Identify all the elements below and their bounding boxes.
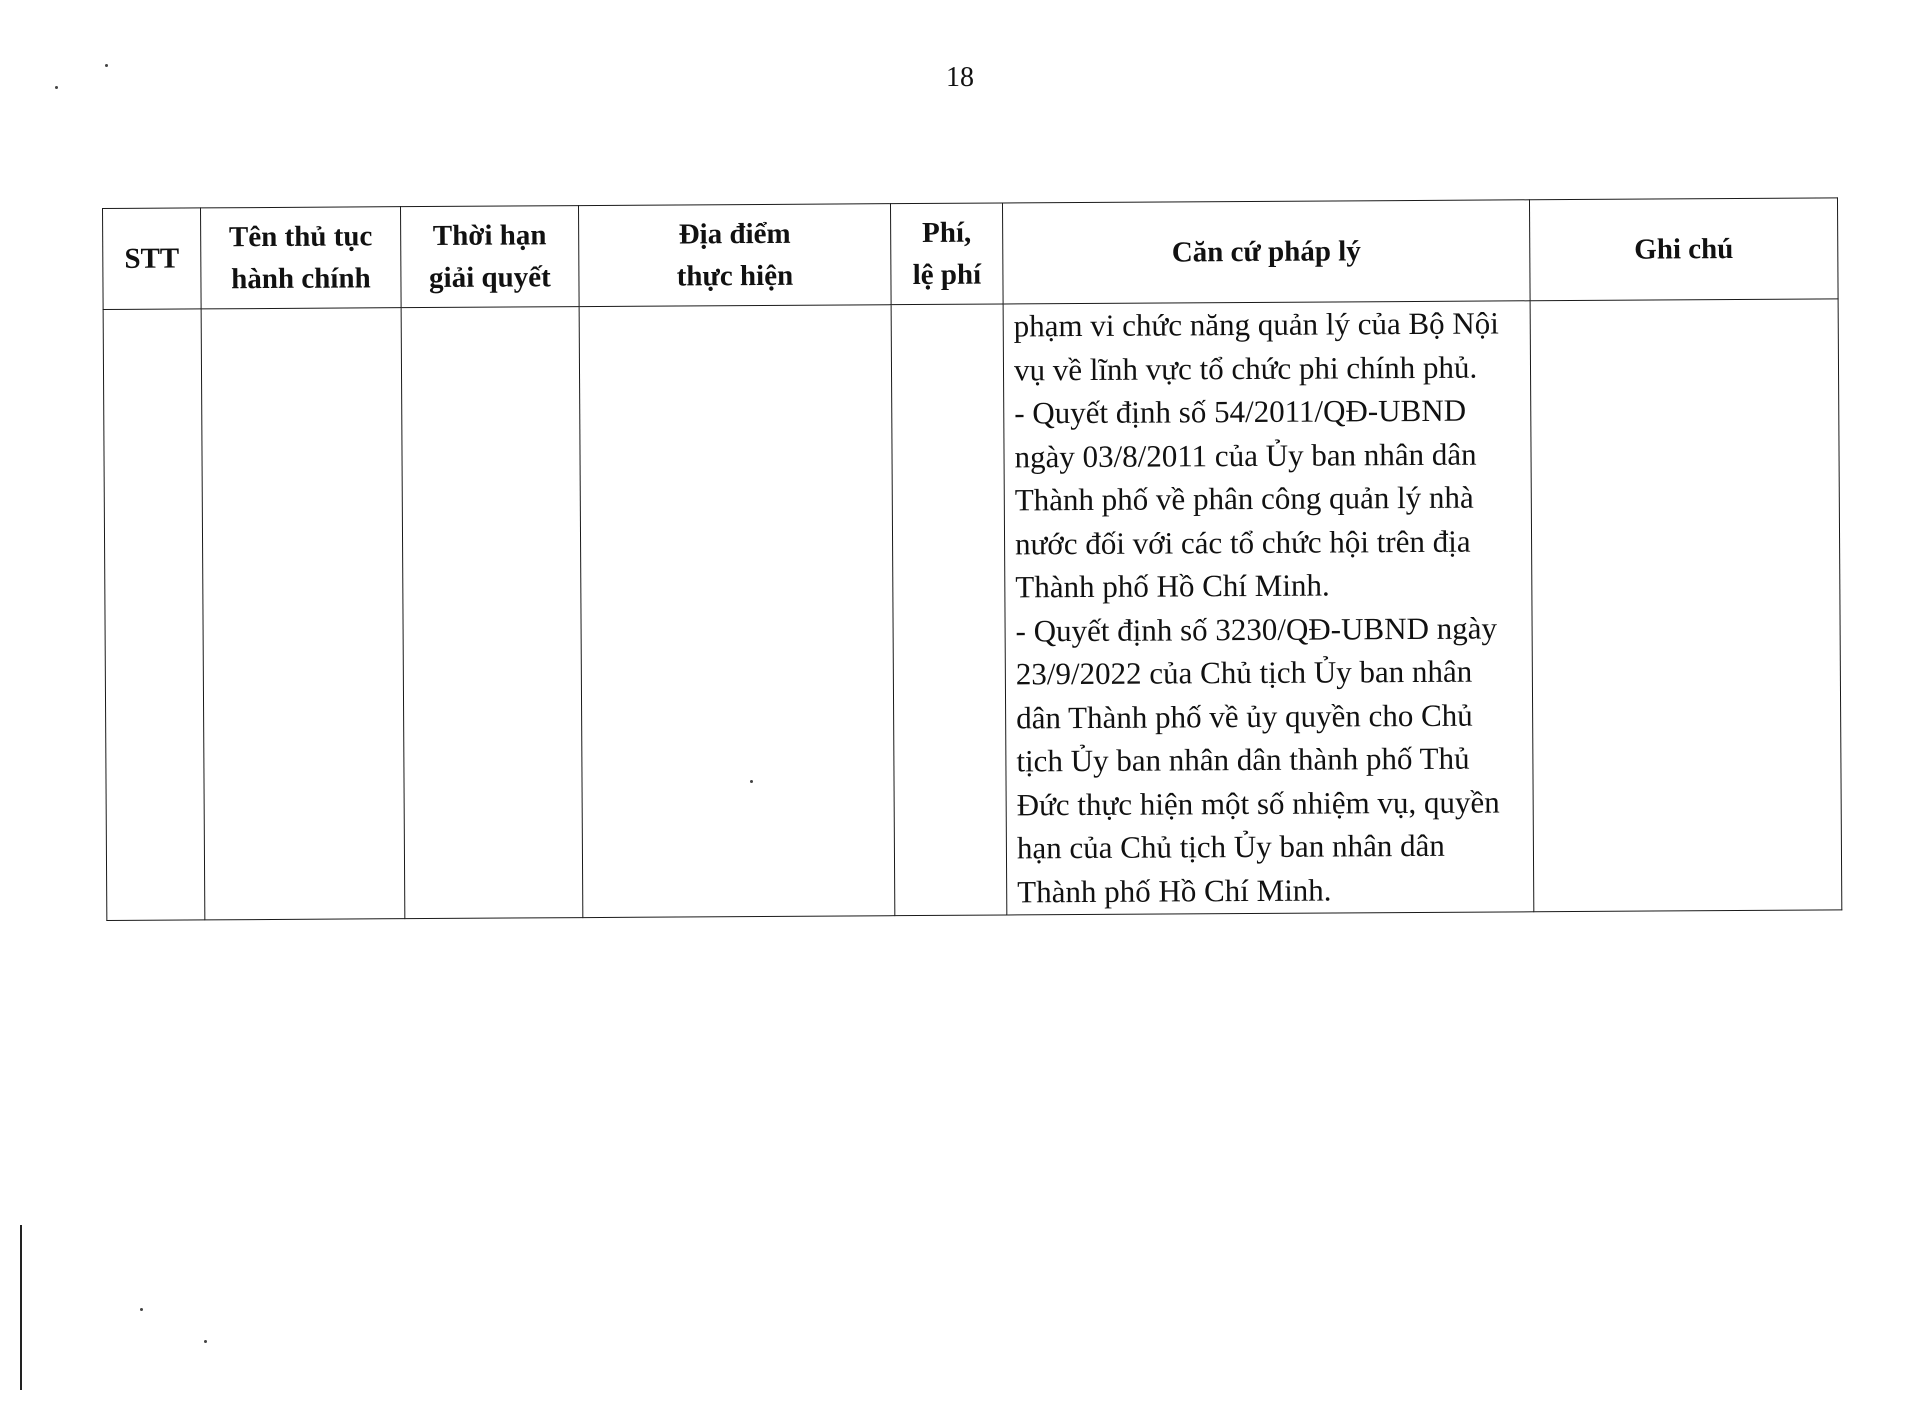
- legal-basis-text: [1004, 301, 1534, 913]
- scan-speck: [105, 64, 108, 67]
- scan-speck: [204, 1340, 207, 1343]
- header-procedure-name-line-2: hành chính: [231, 262, 371, 296]
- page-number: 18: [946, 62, 974, 93]
- scan-speck: [140, 1308, 143, 1311]
- legal-basis-line: vụ về lĩnh vực tổ chức phi chính phủ.: [1013, 349, 1478, 387]
- header-fees-line-1: Phí,: [921, 216, 972, 249]
- header-processing-time-line-1: Thời hạn: [432, 219, 547, 252]
- legal-basis-line: tịch Ủy ban nhân dân thành phố Thủ: [1016, 740, 1470, 779]
- header-fees-line-2: lệ phí: [912, 258, 982, 292]
- header-stt: STT: [103, 208, 202, 310]
- legal-basis-line: Thành phố Hồ Chí Minh.: [1017, 872, 1332, 909]
- legal-basis-line: Đức thực hiện một số nhiệm vụ, quyền: [1016, 783, 1500, 822]
- legal-basis-line: - Quyết định số 3230/QĐ-UBND ngày: [1015, 609, 1498, 648]
- table-row: [103, 299, 1842, 921]
- cell-procedure-name: [201, 308, 405, 920]
- legal-basis-line: phạm vi chức năng quản lý của Bộ Nội: [1013, 305, 1499, 344]
- legal-basis-line: Thành phố Hồ Chí Minh.: [1015, 567, 1330, 605]
- scan-speck: [750, 780, 753, 783]
- cell-fees: [891, 304, 1007, 916]
- scan-edge-line: [20, 1225, 22, 1390]
- table-header-row: [103, 198, 1839, 310]
- legal-basis-line: ngày 03/8/2011 của Ủy ban nhân dân: [1014, 436, 1477, 474]
- cell-notes: [1530, 299, 1842, 912]
- legal-basis-line: dân Thành phố về ủy quyền cho Chủ: [1016, 697, 1473, 735]
- header-processing-time: [400, 206, 579, 308]
- header-procedure-name: [201, 207, 402, 309]
- legal-basis-line: nước đối với các tổ chức hội trên địa: [1014, 523, 1471, 561]
- cell-stt: [103, 309, 205, 921]
- header-procedure-name-line-1: Tên thủ tục: [228, 220, 373, 254]
- legal-basis-line: - Quyết định số 54/2011/QĐ-UBND: [1014, 392, 1467, 431]
- header-notes: Ghi chú: [1529, 198, 1838, 301]
- legal-basis-line: Thành phố về phân công quản lý nhà: [1014, 479, 1474, 518]
- header-processing-time-line-2: giải quyết: [429, 261, 551, 295]
- header-legal-basis: Căn cứ pháp lý: [1002, 200, 1530, 304]
- header-location: [578, 204, 891, 307]
- cell-legal-basis: [1003, 301, 1534, 915]
- cell-processing-time: [401, 307, 583, 919]
- legal-basis-line: hạn của Chủ tịch Ủy ban nhân dân: [1016, 827, 1445, 866]
- procedure-table: [102, 197, 1842, 921]
- header-location-line-1: Địa điểm: [678, 217, 791, 251]
- header-location-line-2: thực hiện: [676, 259, 794, 293]
- cell-location: [579, 305, 895, 918]
- scan-speck: [55, 86, 58, 89]
- header-fees: [890, 203, 1003, 305]
- legal-basis-line: 23/9/2022 của Chủ tịch Ủy ban nhân: [1015, 653, 1473, 692]
